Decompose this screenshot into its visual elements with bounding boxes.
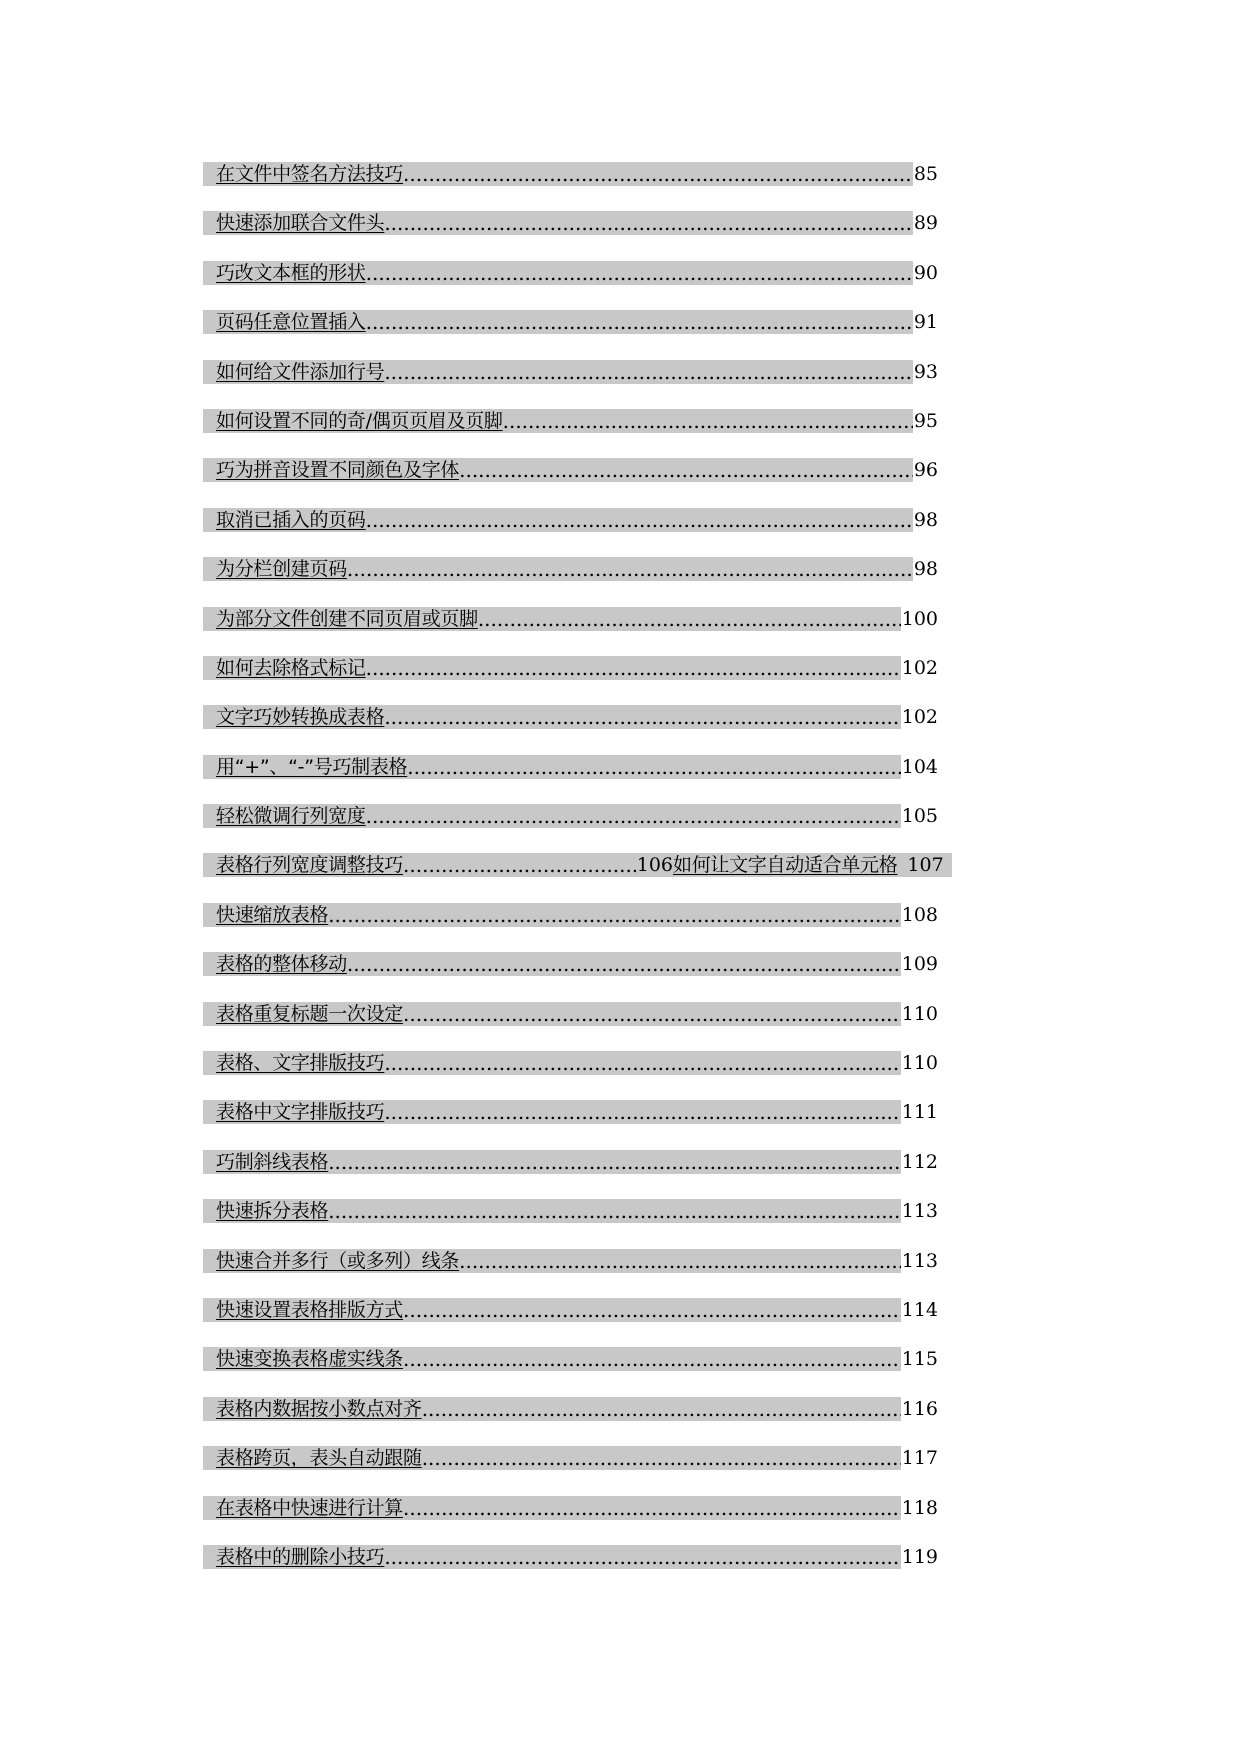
toc-leader-dots [403, 1347, 901, 1371]
toc-entry [203, 1446, 963, 1495]
toc-page-number: 107 [907, 854, 944, 877]
toc-page-number: 115 [901, 1348, 938, 1371]
toc-link[interactable] [203, 508, 938, 532]
toc-entry [203, 952, 963, 1001]
toc-leader-dots [384, 1545, 900, 1569]
toc-entry-title: 用“+”、“-”号巧制表格 [216, 755, 408, 778]
toc-page-number: 91 [913, 311, 938, 334]
toc-link[interactable] [203, 1199, 938, 1223]
toc-entry [203, 211, 963, 260]
toc-page-number: 110 [901, 1002, 938, 1025]
toc-entry [203, 1150, 963, 1199]
toc-link[interactable] [203, 1545, 938, 1569]
toc-entry-title: 表格内数据按小数点对齐 [216, 1397, 422, 1420]
toc-entry [203, 508, 963, 557]
toc-link[interactable] [203, 211, 938, 235]
toc-page-number: 112 [901, 1150, 938, 1173]
toc-entry-title: 为部分文件创建不同页眉或页脚 [216, 607, 478, 630]
toc-leader-dots [503, 409, 913, 433]
toc-entry-title: 如何让文字自动适合单元格 [673, 854, 898, 877]
toc-page-number: 118 [901, 1496, 938, 1519]
toc-entry-title: 取消已插入的页码 [216, 508, 366, 531]
toc-page-number: 113 [901, 1249, 938, 1272]
toc-link[interactable] [203, 656, 938, 680]
toc-page-number: 109 [901, 953, 938, 976]
toc-leader-dots [384, 211, 913, 235]
toc-link[interactable] [203, 1298, 938, 1322]
toc-leader-dots [366, 261, 913, 285]
toc-entry-title: 页码任意位置插入 [216, 311, 366, 334]
toc-entry [203, 1051, 963, 1100]
toc-entry-title: 表格、文字排版技巧 [216, 1052, 385, 1075]
toc-entry-title: 快速缩放表格 [216, 903, 329, 926]
toc-link[interactable] [203, 1100, 938, 1124]
toc-leader-dots [347, 952, 901, 976]
toc-link[interactable] [203, 1002, 938, 1026]
toc-entry-title: 在文件中签名方法技巧 [216, 163, 404, 185]
toc-entry-title: 快速拆分表格 [216, 1200, 329, 1223]
toc-entry [203, 261, 963, 310]
toc-link[interactable] [203, 360, 938, 384]
toc-entry [203, 1397, 963, 1446]
toc-page-number: 89 [913, 212, 938, 235]
toc-entry [203, 1496, 963, 1545]
toc-page-number: 119 [901, 1545, 938, 1568]
toc-entry-title: 表格的整体移动 [216, 953, 347, 976]
toc-page-number: 111 [901, 1101, 938, 1124]
toc-entry-title: 巧制斜线表格 [216, 1150, 329, 1173]
toc-entry-title: 表格行列宽度调整技巧 [216, 854, 404, 877]
toc-entry [203, 607, 963, 656]
toc-entry-title: 巧为拼音设置不同颜色及字体 [216, 459, 460, 482]
toc-link[interactable] [203, 952, 938, 976]
toc-link[interactable] [203, 705, 938, 729]
toc-link[interactable] [203, 557, 938, 581]
toc-entry-title: 轻松微调行列宽度 [216, 805, 366, 828]
toc-entry [203, 1298, 963, 1347]
toc-link[interactable] [203, 607, 938, 631]
toc-entry-combined [203, 853, 963, 902]
toc-entry-title: 巧改文本框的形状 [216, 261, 366, 284]
toc-page-number: 114 [901, 1298, 938, 1321]
toc-leader-dots [328, 903, 901, 927]
toc-page-number: 96 [913, 459, 938, 482]
toc-entry [203, 458, 963, 507]
toc-entry-title: 如何设置不同的奇/偶页页眉及页脚 [216, 409, 503, 432]
toc-leader-dots [384, 705, 900, 729]
toc-link[interactable] [203, 1249, 938, 1273]
toc-link[interactable] [203, 804, 938, 828]
toc-link[interactable] [203, 1496, 938, 1520]
toc-entry [203, 705, 963, 754]
toc-leader-dots [328, 1150, 901, 1174]
toc-leader-dots [459, 458, 913, 482]
toc-leader-dots [403, 1298, 901, 1322]
toc-page-number: 117 [901, 1447, 938, 1470]
toc-link[interactable] [203, 1051, 938, 1075]
toc-leader-dots [366, 310, 913, 334]
toc-entry-title: 快速合并多行（或多列）线条 [216, 1249, 460, 1272]
toc-leader-dots [459, 1249, 901, 1273]
toc-leader-dots [422, 1397, 901, 1421]
toc-leader-dots [384, 1100, 900, 1124]
toc-link[interactable] [203, 1150, 938, 1174]
toc-page-number: 113 [901, 1200, 938, 1223]
toc-entry-title: 文字巧妙转换成表格 [216, 706, 385, 729]
toc-entry [203, 804, 963, 853]
toc-leader-dots [366, 508, 913, 532]
toc-link[interactable] [203, 310, 938, 334]
toc-entry [203, 1199, 963, 1248]
toc-entry [203, 1002, 963, 1051]
toc-link[interactable] [203, 409, 938, 433]
toc-page-number: 108 [901, 903, 938, 926]
toc-link[interactable] [203, 755, 938, 779]
toc-page-number: 98 [913, 508, 938, 531]
toc-link[interactable] [203, 1347, 938, 1371]
toc-leader-dots [384, 1051, 900, 1075]
toc-link[interactable] [203, 1446, 938, 1470]
toc-page-number: 98 [913, 558, 938, 581]
toc-entry [203, 1100, 963, 1149]
toc-entry [203, 1347, 963, 1396]
toc-page-number: 102 [901, 656, 938, 679]
toc-leader-dots [403, 1496, 901, 1520]
toc-page-number: 85 [913, 163, 938, 185]
toc-leader-dots [366, 656, 901, 680]
toc-leader-dots [384, 360, 913, 384]
toc-page-number: 110 [901, 1052, 938, 1075]
toc-leader-dots [403, 1002, 901, 1026]
toc-leader-dots [407, 755, 900, 779]
toc-entry [203, 557, 963, 606]
toc-page-number: 95 [913, 409, 938, 432]
toc-leader-dots [366, 804, 901, 828]
toc-page-number: 116 [901, 1397, 938, 1420]
toc-link[interactable] [203, 458, 938, 482]
toc-link-secondary[interactable] [673, 853, 952, 877]
toc-leader-dots [422, 1446, 901, 1470]
toc-page-number: 106 [636, 854, 673, 877]
table-of-contents [203, 162, 963, 1594]
toc-entry [203, 903, 963, 952]
toc-page-number: 100 [901, 607, 938, 630]
toc-link[interactable] [203, 162, 938, 186]
toc-entry-title: 表格重复标题一次设定 [216, 1002, 404, 1025]
toc-entry-title: 表格跨页，表头自动跟随 [216, 1447, 422, 1470]
toc-leader-dots [328, 1199, 901, 1223]
toc-link[interactable] [203, 853, 673, 877]
toc-entry [203, 1545, 963, 1594]
toc-page-number: 93 [913, 360, 938, 383]
toc-entry-title: 表格中的删除小技巧 [216, 1545, 385, 1568]
toc-leader-dots [478, 607, 901, 631]
toc-link[interactable] [203, 261, 938, 285]
toc-entry [203, 310, 963, 359]
toc-entry [203, 1249, 963, 1298]
toc-entry-title: 如何去除格式标记 [216, 656, 366, 679]
toc-page-number: 90 [913, 261, 938, 284]
toc-entry [203, 755, 963, 804]
toc-entry [203, 162, 963, 211]
toc-entry-title: 表格中文字排版技巧 [216, 1101, 385, 1124]
toc-entry-title: 快速设置表格排版方式 [216, 1298, 404, 1321]
toc-link[interactable] [203, 903, 938, 927]
toc-entry-title: 为分栏创建页码 [216, 558, 347, 581]
toc-entry-title: 快速变换表格虚实线条 [216, 1348, 404, 1371]
toc-entry-title: 如何给文件添加行号 [216, 360, 385, 383]
toc-page-number: 102 [901, 706, 938, 729]
toc-entry [203, 656, 963, 705]
toc-page-number: 104 [901, 755, 938, 778]
toc-leader-dots [403, 162, 913, 186]
toc-leader-dots [347, 557, 913, 581]
toc-entry [203, 409, 963, 458]
toc-leader-dots [403, 853, 636, 877]
toc-entry-title: 在表格中快速进行计算 [216, 1496, 404, 1519]
toc-entry [203, 360, 963, 409]
toc-page-number: 105 [901, 805, 938, 828]
toc-link[interactable] [203, 1397, 938, 1421]
toc-entry-title: 快速添加联合文件头 [216, 212, 385, 235]
